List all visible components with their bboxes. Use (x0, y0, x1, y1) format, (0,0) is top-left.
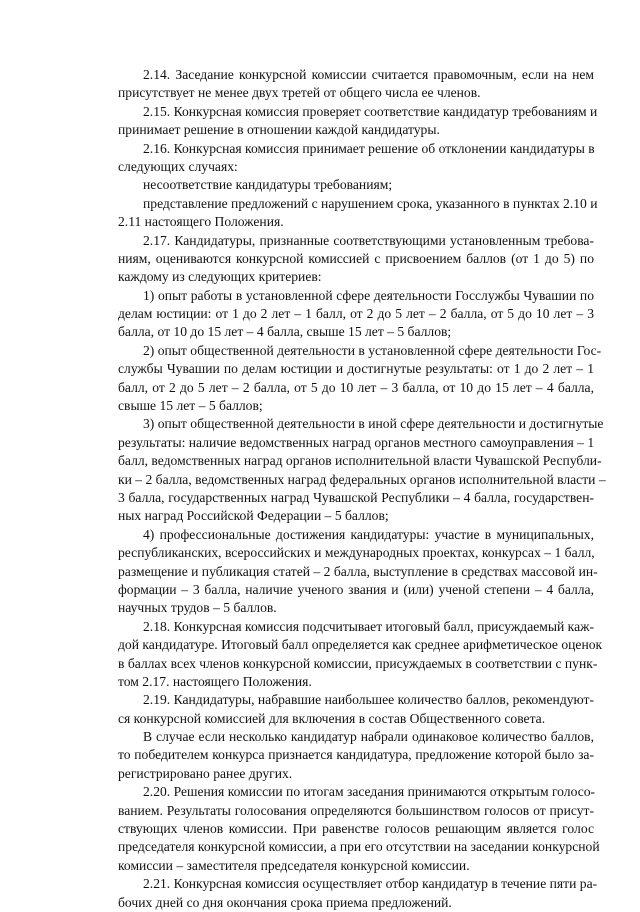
text-line: 2.19. Кандидатуры, набравшие наибольшее количество баллов, рекомендуют- (143, 692, 594, 708)
text-line: ванием. Результаты голосования определяются большинством голосов от присут- (118, 802, 594, 818)
text-line: 2.15. Конкурсная комиссия проверяет соответствие кандидатур требованиям и (143, 103, 598, 119)
text-line: в баллах всех членов конкурсной комиссии, присуждаемых в соответствии с пунк- (118, 655, 598, 671)
text-line: 2.11 настоящего Положения. (118, 214, 284, 230)
text-line: том 2.17. настоящего Положения. (118, 673, 312, 689)
text-line: комиссии – заместителя председателя конкурсной комиссии. (118, 857, 470, 873)
text-line: 2.20. Решения комиссии по итогам заседания принимаются открытым голосо- (143, 784, 596, 800)
text-line: 2) опыт общественной деятельности в установленной сфере деятельности Гос- (143, 342, 602, 358)
text-line: председателя конкурсной комиссии, а при его отсутствии на заседании конкурсной (118, 839, 600, 855)
text-line: научных трудов – 5 баллов. (118, 600, 277, 616)
text-line: ниям, оцениваются конкурсной комиссией с присвоением баллов (от 1 до 5) по (118, 250, 594, 266)
text-line: 3) опыт общественной деятельности в иной сфере деятельности и достигнутые (143, 416, 604, 432)
text-line: ся конкурсной комиссией для включения в состав Общественного совета. (118, 710, 546, 726)
text-line: ных наград Российской Федерации – 5 баллов; (118, 508, 389, 524)
document-page (118, 66, 606, 912)
text-line: В случае если несколько кандидатур набрали одинаковое количество баллов, (143, 729, 594, 745)
text-line: формации – 3 балла, наличие ученого звания и (или) ученой степени – 4 балла, (118, 581, 594, 597)
text-line: несоответствие кандидатуры требованиям; (143, 177, 393, 193)
text-line: размещение и публикация статей – 2 балла, выступление в средствах массовой ин- (118, 563, 598, 579)
text-line: бочих дней со дня окончания срока приема предложений. (118, 894, 452, 910)
text-line: присутствует не менее двух третей от общего числа ее членов. (118, 85, 481, 101)
text-line: регистрировано ранее других. (118, 765, 293, 781)
text-line: 2.17. Кандидатуры, признанные соответствующими установленным требова- (143, 232, 594, 248)
text-line: ки – 2 балла, ведомственных наград федеральных органов исполнительной власти – (118, 471, 606, 487)
text-line: балл, от 2 до 5 лет – 2 балла, от 5 до 10 лет – 3 балла, от 10 до 15 лет – 4 балла, (118, 379, 594, 395)
text-line: 1) опыт работы в установленной сфере деятельности Госслужбы Чувашии по (143, 287, 594, 303)
text-line: то победителем конкурса признается кандидатура, предложение которой было за- (118, 747, 594, 763)
text-line: республиканских, всероссийских и международных проектах, конкурсах – 1 балл, (118, 545, 595, 561)
text-line: 3 балла, государственных наград Чувашской Республики – 4 балла, государствен- (118, 489, 594, 505)
text-line: 4) профессиональные достижения кандидатуры: участие в муниципальных, (143, 526, 594, 542)
text-line: балл, ведомственных наград органов исполнительной власти Чувашской Республи- (118, 453, 602, 469)
text-line: свыше 15 лет – 5 баллов; (118, 398, 263, 414)
text-line: каждому из следующих критериев: (118, 269, 322, 285)
text-line: ствующих членов комиссии. При равенстве голосов решающим является голос (118, 821, 594, 837)
text-line: 2.16. Конкурсная комиссия принимает решение об отклонении кандидатуры в (143, 140, 595, 156)
text-line: балла, от 10 до 15 лет – 4 балла, свыше 15 лет – 5 баллов; (118, 324, 452, 340)
text-line: принимает решение в отношении каждой кандидатуры. (118, 122, 440, 138)
text-line: результаты: наличие ведомственных наград органов местного самоуправления – 1 (118, 434, 595, 450)
text-line: представление предложений с нарушением срока, указанного в пунктах 2.10 и (143, 195, 598, 211)
text-line: службы Чувашии по делам юстиции и достигнутые результаты: от 1 до 2 лет – 1 (118, 361, 594, 377)
text-line: дой кандидатуре. Итоговый балл определяется как среднее арифметическое оценок (118, 637, 603, 653)
text-line: 2.21. Конкурсная комиссия осуществляет отбор кандидатур в течение пяти ра- (143, 876, 598, 892)
text-line: делам юстиции: от 1 до 2 лет – 1 балл, от 2 до 5 лет – 2 балла, от 5 до 10 лет – 3 (118, 306, 594, 322)
text-line: следующих случаях: (118, 158, 238, 174)
text-line: 2.14. Заседание конкурсной комиссии считается правомочным, если на нем (143, 67, 594, 82)
text-line: 2.18. Конкурсная комиссия подсчитывает итоговый балл, присуждаемый каж- (143, 618, 595, 634)
